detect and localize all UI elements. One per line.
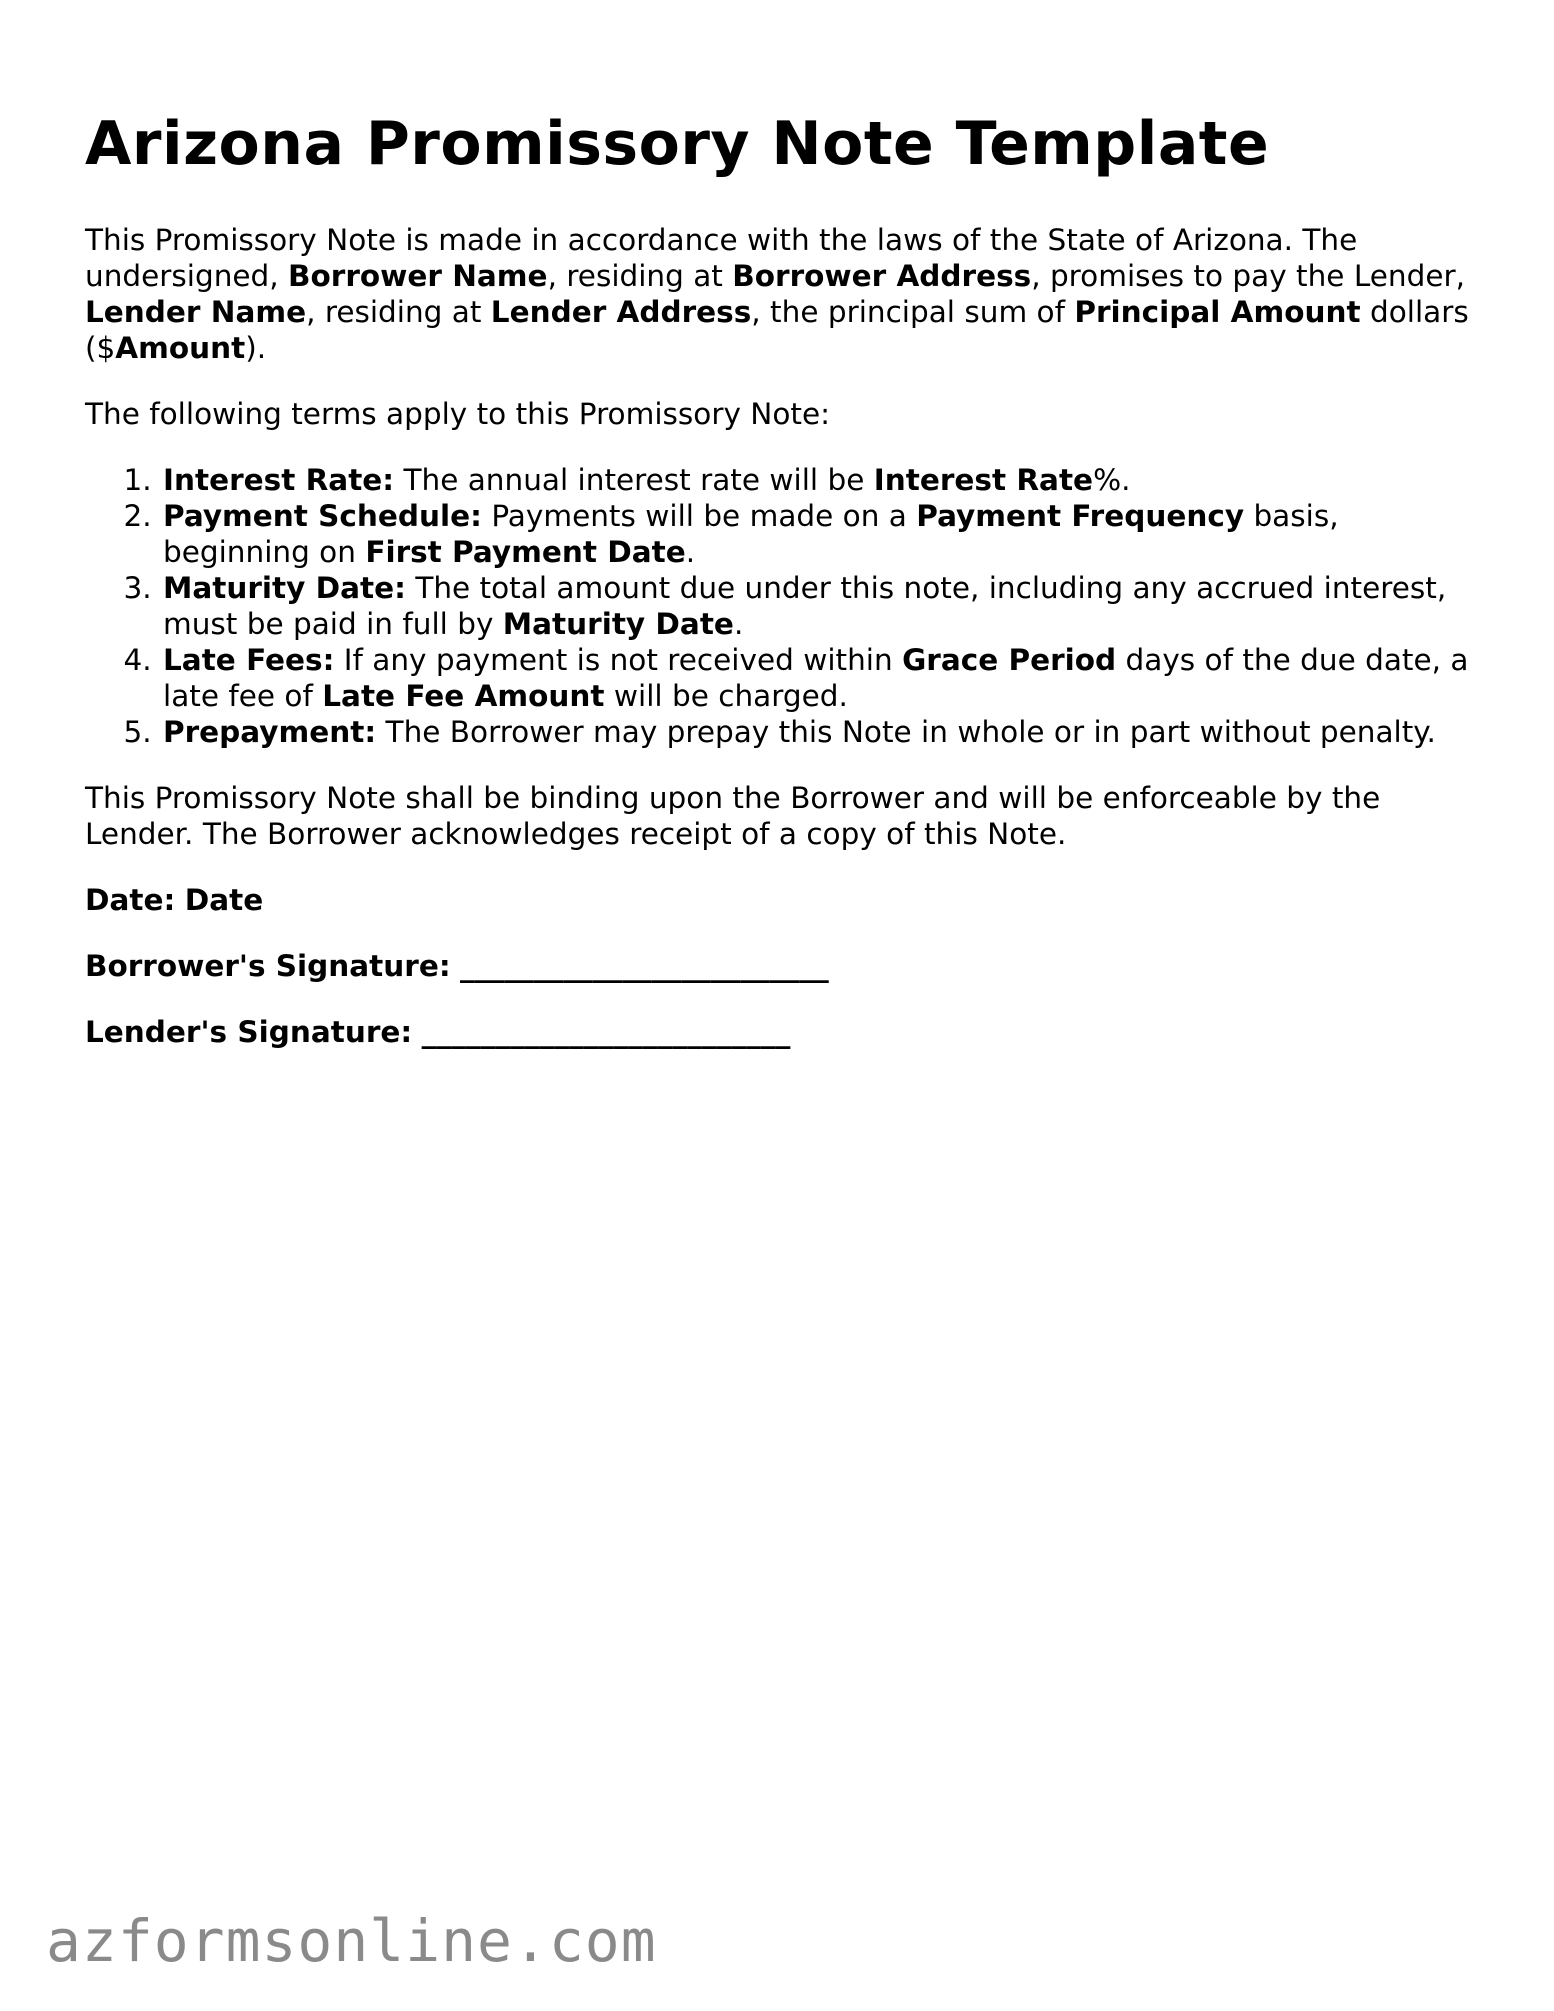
intro-text: This Promissory Note is made in accordance with the laws of the State of Arizona. The undersigned, (85, 223, 1358, 293)
term-text: basis, beginning on (163, 499, 1339, 569)
intro-text: ). (245, 331, 267, 365)
lender-signature-line (85, 1014, 1475, 1050)
amount-field: Amount (115, 331, 246, 365)
intro-text: dollars ($ (85, 295, 1469, 365)
term-text: Payments will be made on a (481, 499, 917, 533)
lender-address-field: Lender Address (490, 295, 752, 329)
term-maturity-date (161, 570, 1475, 642)
term-late-fees (161, 642, 1475, 714)
borrower-signature-label: Borrower's Signature: (85, 949, 451, 983)
term-text: If any payment is not received within (334, 643, 903, 677)
site-watermark: azformsonline.com (46, 1907, 657, 1975)
interest-rate-field: Interest Rate (873, 463, 1094, 497)
term-text: %. (1093, 463, 1131, 497)
term-text: will be charged. (604, 679, 848, 713)
lender-signature-blank[interactable]: _________________________ (421, 1015, 791, 1049)
closing-paragraph: This Promissory Note shall be binding upon the Borrower and will be enforceable by the Lender. The Borrower acknowledges receipt of a copy of this Note. (85, 781, 1381, 851)
terms-intro: The following terms apply to this Promissory Note: (85, 397, 831, 431)
term-label: Maturity Date: (163, 571, 406, 605)
term-label: Prepayment: (163, 715, 377, 749)
term-text: The annual interest rate will be (394, 463, 874, 497)
term-text: The total amount due under this note, including any accrued interest, must be paid in full by (163, 571, 1447, 641)
payment-frequency-field: Payment Frequency (916, 499, 1245, 533)
document-page (85, 108, 1475, 1080)
term-text: . (685, 535, 696, 569)
term-label: Late Fees: (163, 643, 335, 677)
term-text: The Borrower may prepay this Note in whole or in part without penalty. (376, 715, 1436, 749)
intro-text: , promises to pay the Lender, (1031, 259, 1465, 293)
term-label: Payment Schedule: (163, 499, 482, 533)
document-title: Arizona Promissory Note Template (85, 109, 1270, 179)
borrower-signature-blank[interactable]: _________________________ (460, 949, 829, 983)
date-field: Date (184, 883, 264, 917)
maturity-date-field: Maturity Date (502, 607, 734, 641)
first-payment-date-field: First Payment Date (365, 535, 686, 569)
lender-name-field: Lender Name (85, 295, 307, 329)
term-label: Interest Rate: (163, 463, 395, 497)
term-payment-schedule (161, 498, 1475, 570)
lender-signature-label: Lender's Signature: (85, 1015, 413, 1049)
intro-text: , residing at (547, 259, 733, 293)
intro-paragraph (85, 222, 1475, 366)
borrower-name-field: Borrower Name (288, 259, 548, 293)
intro-text: , the principal sum of (751, 295, 1075, 329)
term-prepayment (161, 714, 1475, 750)
term-text: . (733, 607, 744, 641)
grace-period-field: Grace Period (902, 643, 1117, 677)
borrower-signature-line (85, 948, 1475, 984)
late-fee-amount-field: Late Fee Amount (322, 679, 605, 713)
intro-text: , residing at (306, 295, 491, 329)
date-line (85, 882, 1475, 918)
term-text: days of the due date, a late fee of (163, 643, 1469, 713)
term-interest-rate (161, 462, 1475, 498)
principal-amount-field: Principal Amount (1074, 295, 1361, 329)
borrower-address-field: Borrower Address (732, 259, 1032, 293)
terms-list (85, 462, 1475, 750)
date-label: Date: (85, 883, 176, 917)
